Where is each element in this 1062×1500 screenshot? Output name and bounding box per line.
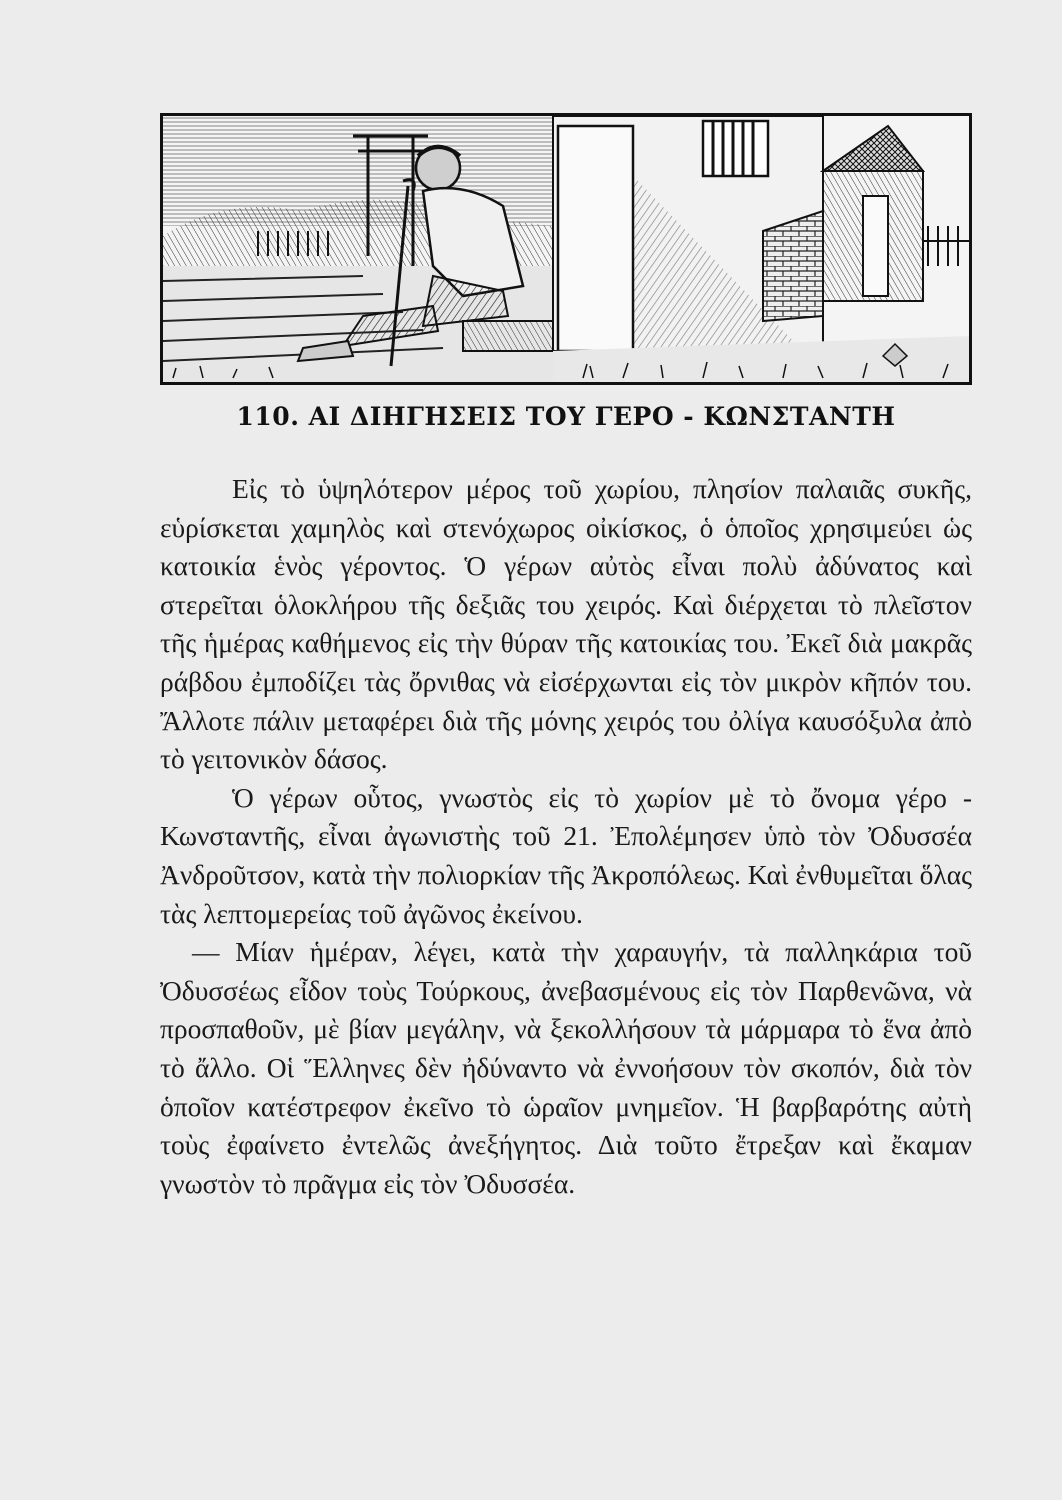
woodcut-svg bbox=[163, 116, 969, 382]
open-doorway bbox=[558, 126, 633, 351]
paragraph-1: Εἰς τὸ ὑψηλότερον μέρος τοῦ χωρίου, πλησίον παλαιᾶς συκῆς, εὑρίσκεται χαμηλὸς καὶ στενόχωρος οἰκίσκος, ὁ ὁποῖος χρησιμεύει ὡς κατοικία ἑνὸς γέροντος. Ὁ γέρων αὐτὸς εἶναι πολὺ ἀδύνατος καὶ στερεῖται ὁλοκλήρου τῆς δεξιᾶς του χειρός. Καὶ διέρχεται τὸ πλεῖστον τῆς ἡμέρας καθήμενος εἰς τὴν θύραν τῆς κατοικίας του. Ἐκεῖ διὰ μακρᾶς ράβδου ἐμποδίζει τὰς ὄρνιθας νὰ εἰσέρχωνται εἰς τὸν μικρὸν κῆπόν του. Ἄλλοτε πάλιν μεταφέρει διὰ τῆς μόνης χειρός του ὀλίγα καυσόξυλα ἀπὸ τὸ γειτονικὸν δάσος. bbox=[160, 473, 972, 775]
paragraph-2: Ὁ γέρων οὗτος, γνωστὸς εἰς τὸ χωρίον μὲ τὸ ὄνομα γέρο - Κωνσταντῆς, εἶναι ἀγωνιστὴς τοῦ 21. Ἐπολέμησεν ὑπὸ τὸν Ὀδυσσέα Ἀνδροῦτσον, κατὰ τὴν πολιορκίαν τῆς Ἀκροπόλεως. Καὶ ἐνθυμεῖται ὅλας τὰς λεπτομερείας τοῦ ἀγῶνος ἐκείνου. bbox=[160, 781, 972, 929]
chapter-heading: 110. ΑΙ ΔΙΗΓΗΣΕΙΣ ΤΟΥ ΓΕΡΟ - ΚΩΝΣΤΑΝΤΗ bbox=[236, 402, 896, 431]
barred-window bbox=[703, 121, 768, 176]
brick-wall bbox=[763, 211, 823, 321]
body-text bbox=[160, 470, 972, 1203]
woodcut-illustration bbox=[160, 113, 972, 385]
paragraph-3: — Μίαν ἡμέραν, λέγει, κατὰ τὴν χαραυγήν, τὰ παλληκάρια τοῦ Ὀδυσσέως εἶδον τοὺς Τούρκους, ἀνεβασμένους εἰς τὸν Παρθενῶνα, νὰ προσπαθοῦν, μὲ βίαν μεγάλην, νὰ ξεκολλήσουν τὰ μάρμαρα τὸ ἕνα ἀπὸ τὸ ἄλλο. Οἱ Ἕλληνες δὲν ἠδύναντο νὰ ἐννοήσουν τὸν σκοπόν, διὰ τὸν ὁποῖον κατέστρεφον ἐκεῖνο τὸ ὡραῖον μνημεῖον. Ἡ βαρβαρότης αὐτὴ τοὺς ἐφαίνετο ἐντελῶς ἀνεξήγητος. Διὰ τοῦτο ἔτρεξαν καὶ ἔκαμαν γνωστὸν τὸ πρᾶγμα εἰς τὸν Ὀδυσσέα. bbox=[160, 936, 972, 1199]
